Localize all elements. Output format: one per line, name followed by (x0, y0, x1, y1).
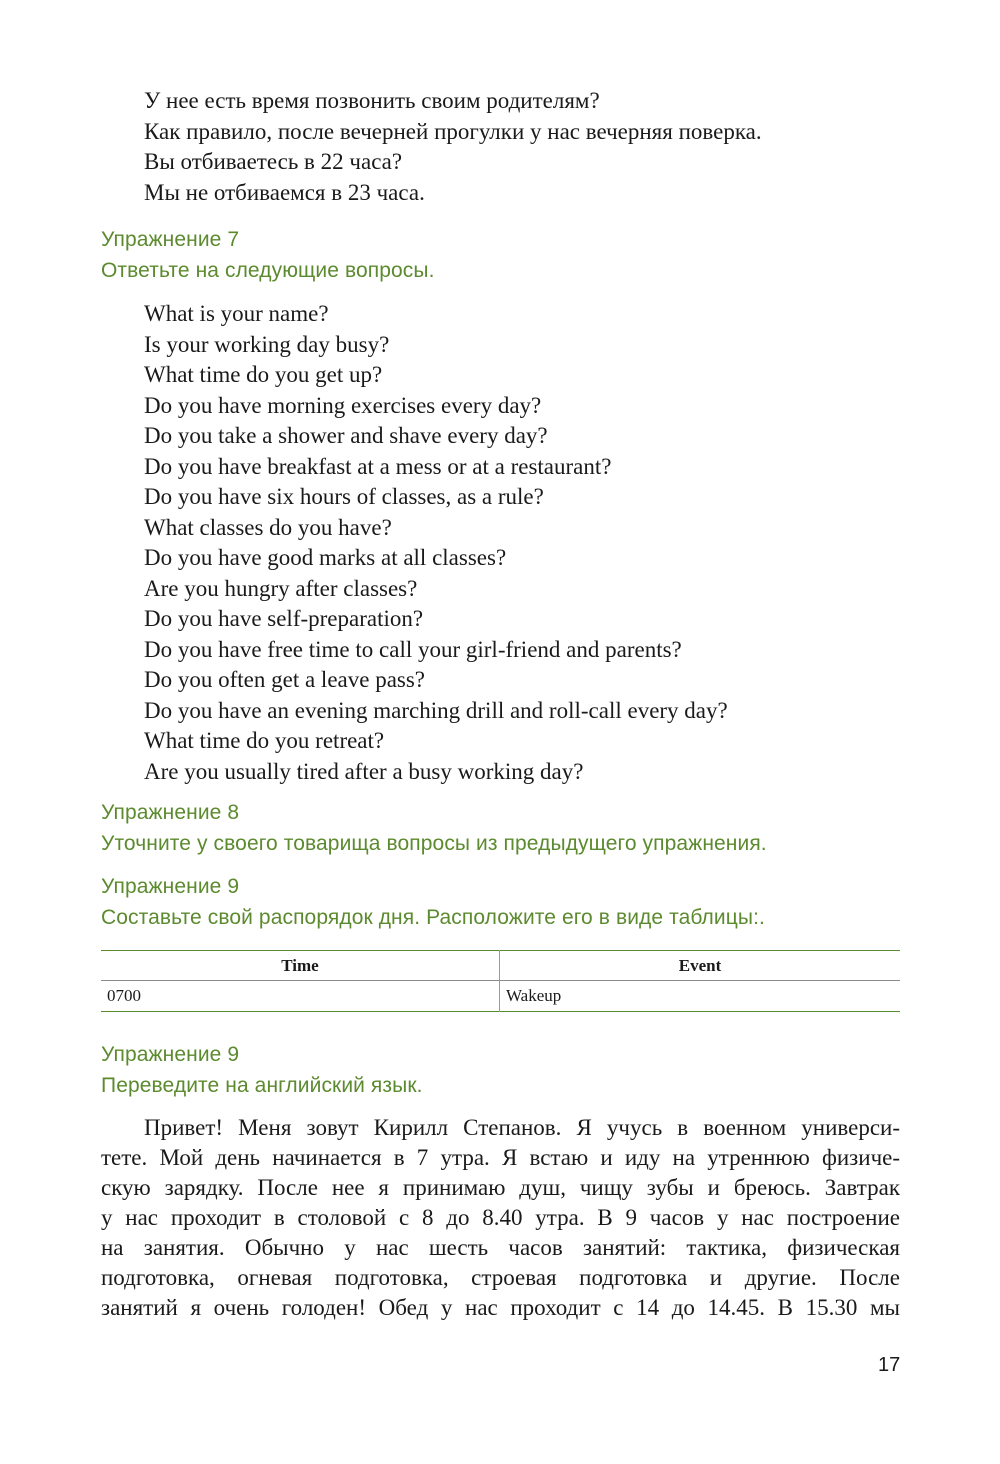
exercise-7-heading (101, 225, 435, 286)
question-item: Do you have good marks at all classes? (144, 545, 507, 570)
exercise-title: Упражнение 8 (101, 801, 240, 824)
column-header-event: Event (678, 955, 722, 975)
intro-line: У нее есть время позвонить своим родителям? (144, 88, 600, 113)
question-item: What classes do you have? (144, 514, 392, 540)
cell-time: 0700 (101, 981, 500, 1012)
question-item: What time do you get up? (144, 362, 383, 387)
exercise-title: Упражнение 9 (101, 875, 240, 898)
translation-paragraph (101, 1113, 900, 1323)
paragraph-line: подготовка, огневая подготовка, строевая подготовка и другие. После (101, 1265, 900, 1290)
question-item: Do you have self-preparation? (144, 606, 424, 631)
table-row (101, 981, 900, 1012)
question-item: What is your name? (144, 301, 329, 326)
question-item: Do you have morning exercises every day? (144, 392, 542, 418)
exercise-9-translate-heading (101, 1040, 423, 1101)
question-item: Do you take a shower and shave every day? (144, 423, 548, 448)
cell-event: Wakeup (506, 986, 562, 1005)
intro-line: Вы отбиваетесь в 22 часа? (144, 149, 403, 174)
column-header-time: Time (101, 951, 500, 981)
exercise-8-heading (101, 798, 767, 859)
schedule-table (101, 950, 900, 1012)
question-item: What time do you retreat? (144, 728, 385, 753)
intro-line: Как правило, после вечерней прогулки у нас вечерняя поверка. (144, 118, 762, 144)
question-item: Do you have six hours of classes, as a rule? (144, 484, 544, 509)
page-number: 17 (878, 1354, 901, 1376)
paragraph-line: скую зарядку. После нее я принимаю душ, чищу зубы и бреюсь. Завтрак (101, 1175, 900, 1200)
question-item: Do you have an evening marching drill and roll-call every day? (144, 697, 728, 723)
paragraph-line: Привет! Меня зовут Кирилл Степанов. Я учусь в военном универси- (144, 1115, 900, 1140)
question-item: Are you usually tired after a busy working day? (144, 758, 584, 784)
paragraph-line: на занятия. Обычно у нас шесть часов занятий: тактика, физическая (101, 1235, 900, 1260)
intro-sentences (144, 86, 944, 208)
question-item: Is your working day busy? (144, 331, 390, 357)
question-item: Are you hungry after classes? (144, 575, 418, 601)
exercise-instruction: Составьте свой распорядок дня. Расположите его в виде таблицы:. (101, 905, 765, 929)
exercise-title: Упражнение 7 (101, 228, 240, 251)
question-item: Do you often get a leave pass? (144, 667, 426, 692)
question-item: Do you have free time to call your girl-friend and parents? (144, 636, 682, 662)
paragraph-line: тете. Мой день начинается в 7 утра. Я встаю и иду на утреннюю физиче- (101, 1145, 900, 1170)
paragraph-line: у нас проходит в столовой с 8 до 8.40 утра. В 9 часов у нас построение (101, 1205, 900, 1230)
exercise-9-schedule-heading (101, 872, 765, 933)
exercise-title: Упражнение 9 (101, 1043, 240, 1066)
intro-line: Мы не отбиваемся в 23 часа. (144, 179, 425, 205)
exercise-instruction: Переведите на английский язык. (101, 1073, 423, 1097)
exercise-instruction: Ответьте на следующие вопросы. (101, 258, 435, 282)
exercise-instruction: Уточните у своего товарища вопросы из предыдущего упражнения. (101, 831, 767, 855)
table-header-row (101, 951, 900, 981)
question-list (144, 299, 944, 787)
paragraph-line: занятий я очень голоден! Обед у нас проходит с 14 до 14.45. В 15.30 мы (101, 1295, 900, 1320)
question-item: Do you have breakfast at a mess or at a restaurant? (144, 453, 612, 479)
